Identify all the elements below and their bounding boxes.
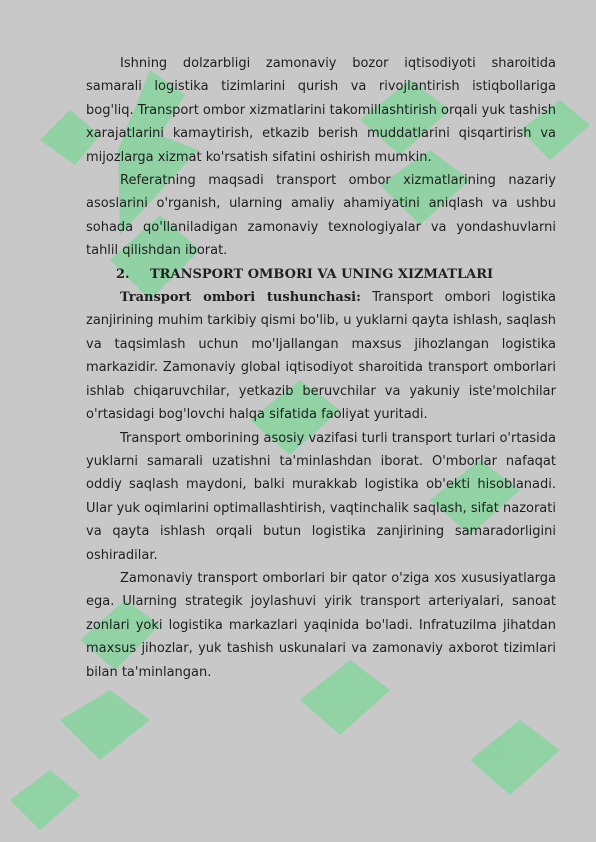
section-title: TRANSPORT OMBORI VA UNING XIZMATLARI (150, 266, 494, 282)
paragraph-purpose: Referatning maqsadi transport ombor xizmatlarining nazariy asoslarini o'rganish, ularning amaliy ahamiyatini aniqlash va ushbu sohada qo'llaniladigan zamonaviy texnologiyalar va yondashuvlarni tahlil qilishdan iborat. (86, 173, 556, 259)
paragraph-definition (86, 286, 556, 426)
section-number: 2. (116, 266, 130, 282)
definition-term: Transport ombori tushunchasi: (120, 290, 361, 306)
paragraph-features: Zamonaviy transport omborlari bir qator o'ziga xos xususiyatlarga ega. Ularning strategik joylashuvi yirik transport arteriyalari, sanoat zonlari yoki logistika markazlari yaqinida bo'ladi. Infratuzilma jihatdan maxsus jihozlar, yuk tashish uskunalari va zamonaviy axborot tizimlari bilan ta'minlangan. (86, 570, 556, 680)
definition-text: Transport ombori logistika zanjirining muhim tarkibiy qismi bo'lib, u yuklarni qayta ishlash, saqlash va taqsimlash uchun mo'ljallangan maxsus jihozlangan logistika markazidir. Zamonaviy global iqtisodiyot sharoitida transport omborlari ishlab chiqaruvchilar, yetkazib beruvchilar va yakuniy iste'molchilar o'rtasidagi bog'lovchi halqa sifatida faoliyat yuritadi. (86, 290, 556, 423)
section-heading (86, 263, 556, 286)
paragraph-relevance: Ishning dolzarbligi zamonaviy bozor iqtisodiyoti sharoitida samarali logistika tizimlarini qurish va rivojlantirish istiqbollariga bog'liq. Transport ombor xizmatlarini takomillashtirish orqali yuk tashish xarajatlarini kamaytirish, etkazib berish muddatlarini qisqartirish va mijozlarga xizmat ko'rsatish sifatini oshirish mumkin. (86, 56, 556, 165)
paragraph-main-task: Transport omborining asosiy vazifasi turli transport turlari o'rtasida yuklarni samarali uzatishni ta'minlashdan iborat. O'mborlar nafaqat oddiy saqlash maydoni, balki murakkab logistika ob'ekti hisoblanadi. Ular yuk oqimlarini optimallashtirish, vaqtinchalik saqlash, sifat nazorati va qayta ishlash orqali butun logistika zanjirining samaradorligini oshiradilar. (86, 430, 556, 563)
document-page (86, 52, 556, 684)
